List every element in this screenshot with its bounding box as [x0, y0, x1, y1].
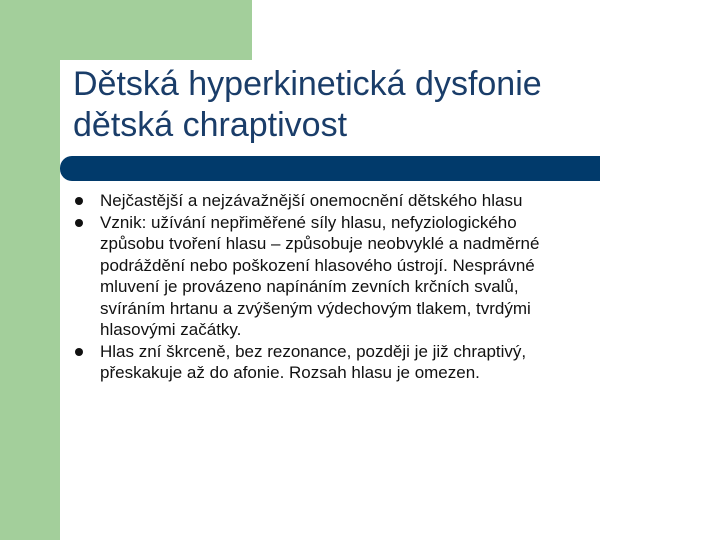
- bullet-dot-icon: [75, 348, 83, 356]
- bullet-text: Nejčastější a nejzávažnější onemocnění dětského hlasu: [100, 191, 523, 210]
- title-line-1: Dětská hyperkinetická dysfonie: [73, 65, 542, 103]
- top-green-band: [60, 0, 252, 60]
- bullet-list: [75, 190, 635, 384]
- bullet-dot-icon: [75, 197, 83, 205]
- bullet-text: Hlas zní škrceně, bez rezonance, později je již chraptivý, přeskakuje až do afonie. Rozsah hlasu je omezen.: [100, 341, 527, 382]
- bullet-item: [75, 190, 635, 212]
- left-green-band: [0, 0, 60, 540]
- bullet-dot-icon: [75, 219, 83, 227]
- bullet-item: [75, 341, 635, 384]
- bullet-text: Vznik: užívání nepřiměřené síly hlasu, nefyziologického způsobu tvoření hlasu – způsobuje neobvyklé a nadměrné podráždění nebo poškození hlasového ústrojí. Nesprávné mluvení je provázeno napínáním zevních krčních svalů, svíráním hrtanu a zvýšeným výdechovým tlakem, tvrdými hlasovými začátky.: [100, 212, 540, 339]
- title-divider-bar: [60, 156, 600, 181]
- slide-title: [73, 64, 673, 146]
- title-line-2: dětská chraptivost: [73, 106, 348, 144]
- bullet-item: [75, 212, 635, 341]
